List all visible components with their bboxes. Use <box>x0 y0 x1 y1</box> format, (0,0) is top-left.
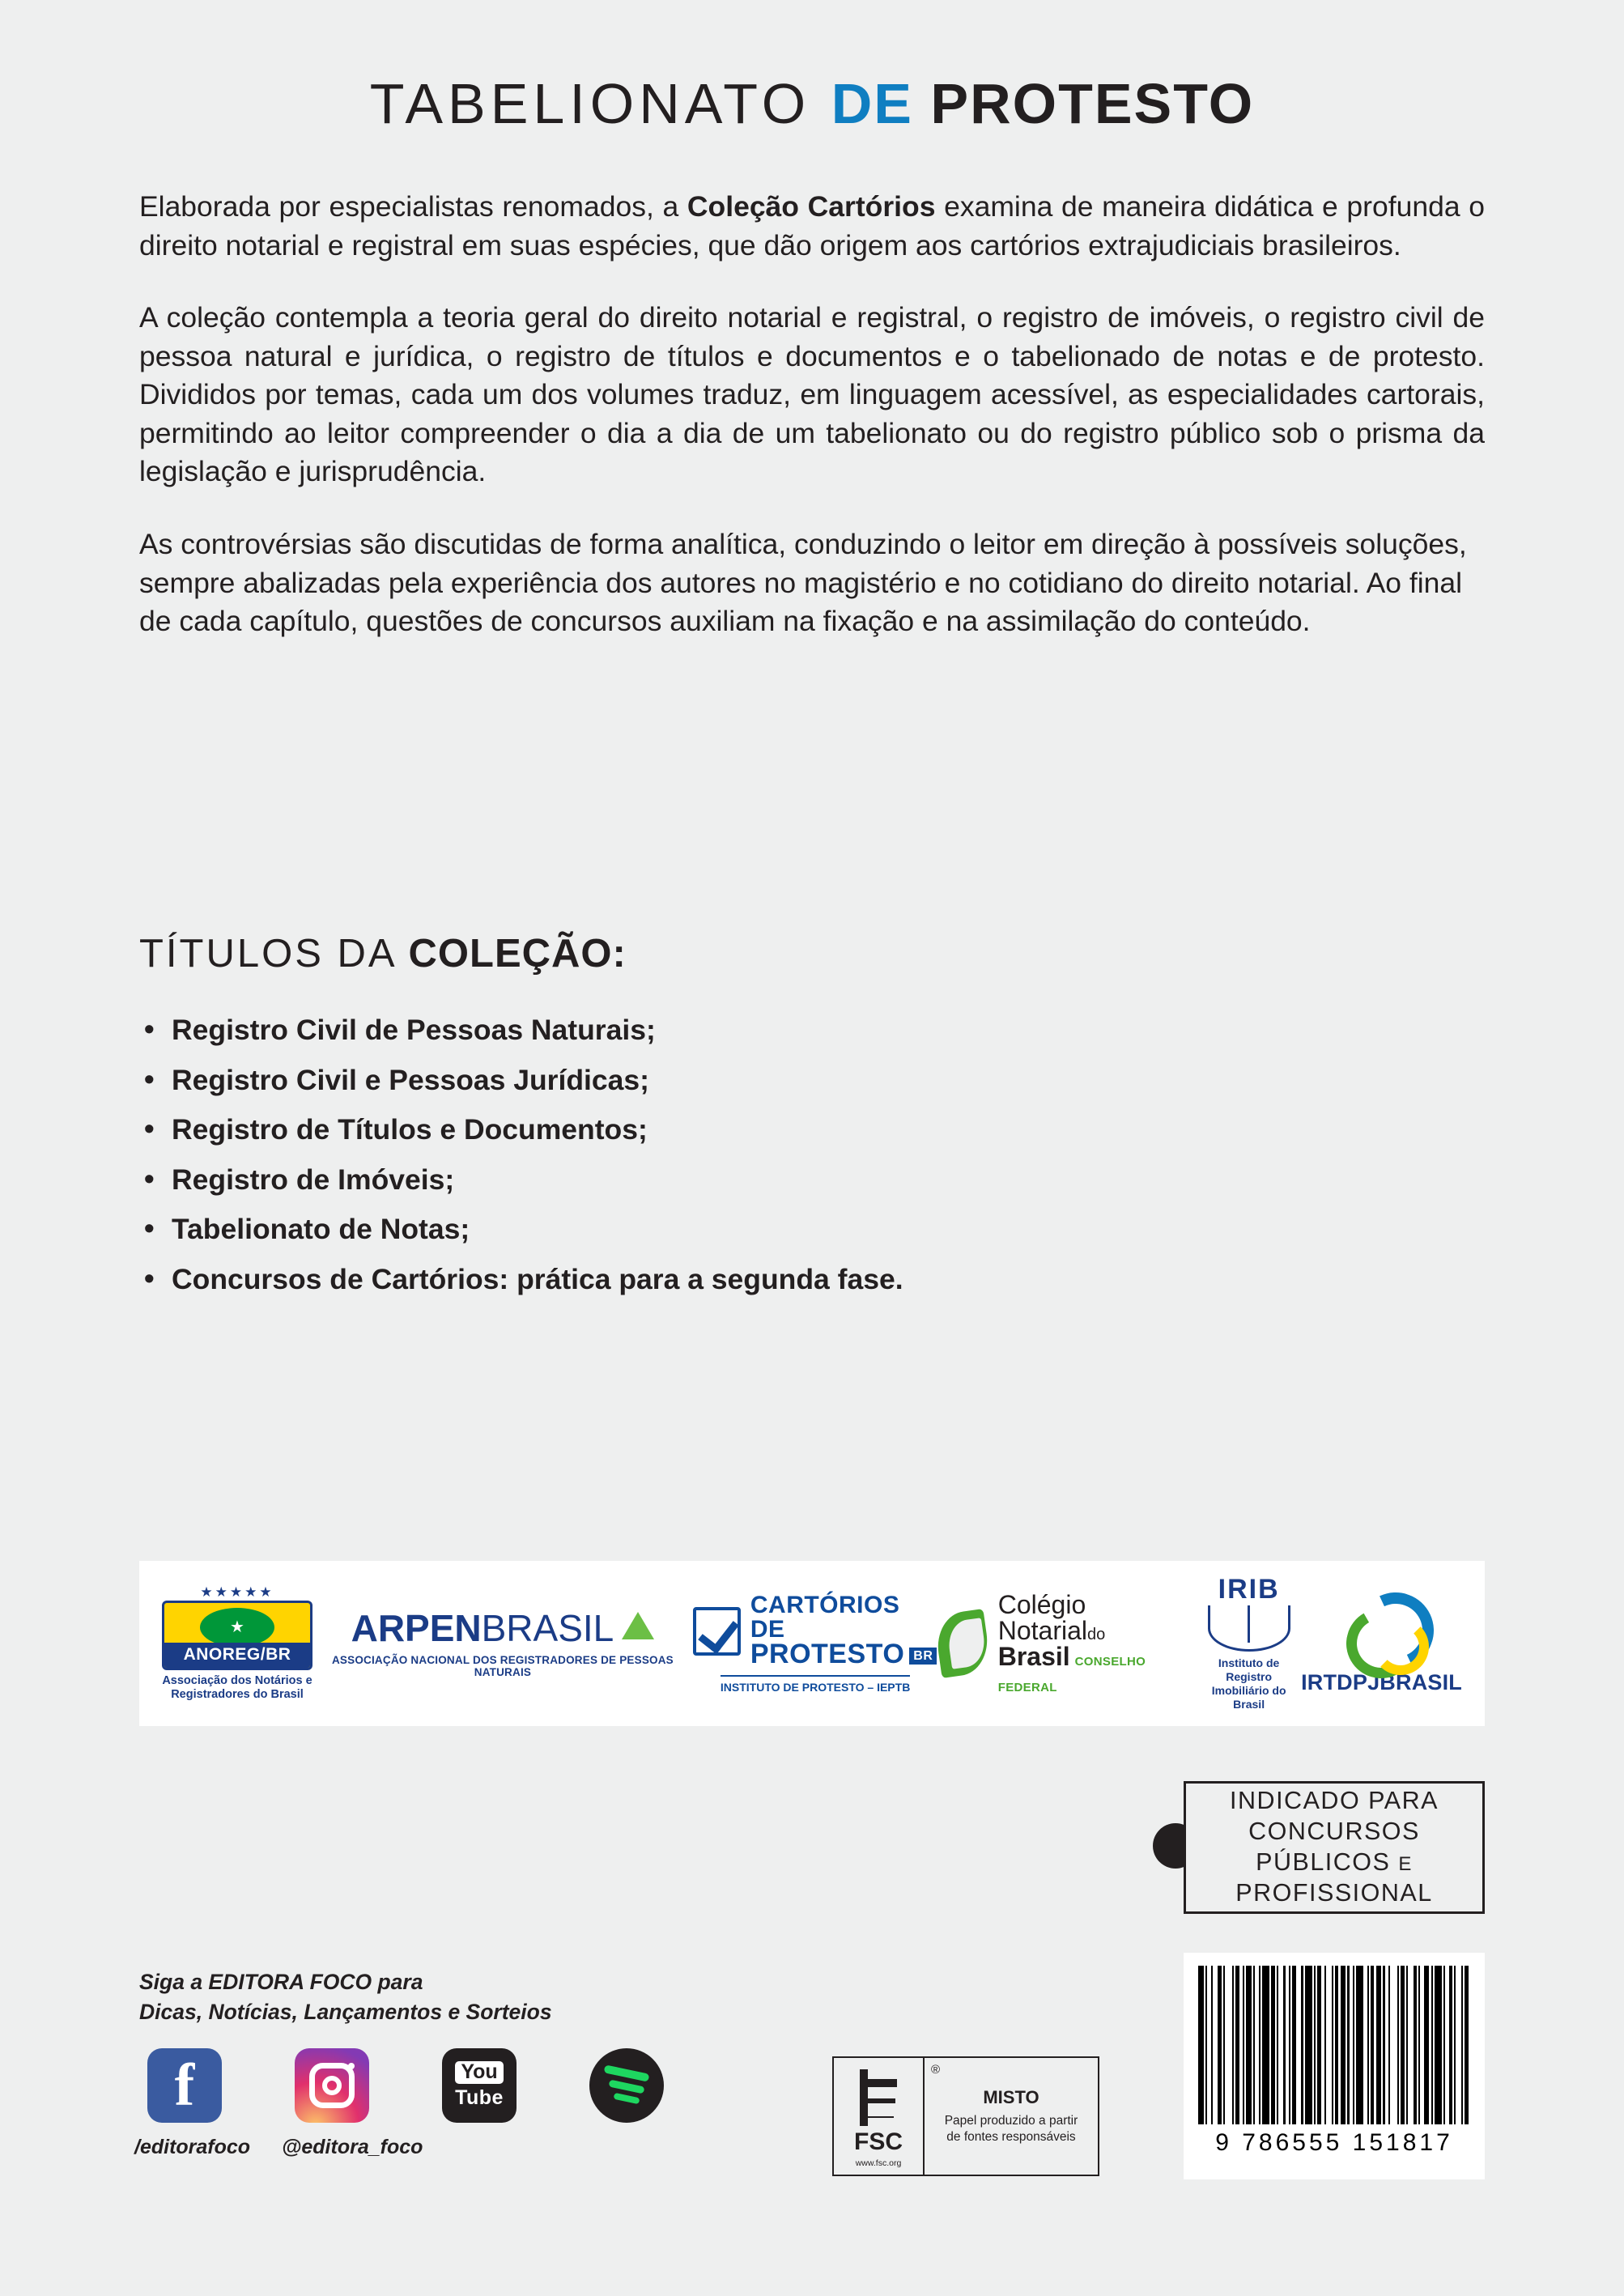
colegio-line2 <box>998 1618 1197 1643</box>
section-subtitle <box>139 931 627 976</box>
arpen-thin: BRASIL <box>481 1606 614 1649</box>
irib-subtitle-line2: Imobiliário do Brasil <box>1211 1684 1286 1711</box>
follow-us-text <box>139 1967 552 2026</box>
fsc-text <box>925 2058 1098 2175</box>
logo-colegio-notarial <box>937 1592 1197 1695</box>
arpen-bold: ARPEN <box>351 1606 482 1649</box>
irib-subtitle <box>1197 1656 1301 1711</box>
logo-cartorios-de-protesto <box>693 1593 938 1693</box>
colegio-row <box>937 1592 1197 1695</box>
paragraph-1 <box>139 188 1485 265</box>
irib-subtitle-line1: Instituto de Registro <box>1218 1656 1280 1684</box>
title-part-1: TABELIONATO <box>369 72 831 135</box>
arpen-subtitle: ASSOCIAÇÃO NACIONAL DOS REGISTRADORES DE PESSOAS NATURAIS <box>331 1653 674 1678</box>
list-item: • Concursos de Cartórios: prática para a segunda fase. <box>139 1265 1273 1295</box>
colegio-federal-label: CONSELHO FEDERAL <box>997 1655 1146 1694</box>
anoreg-stars: ★★★★★ <box>200 1584 274 1601</box>
collection-name: Coleção Cartórios <box>687 190 936 223</box>
barcode-bars <box>1198 1966 1470 2124</box>
instagram-icon[interactable] <box>295 2048 369 2123</box>
anoreg-subtitle-line2: Registradores do Brasil <box>171 1688 304 1701</box>
swirl-icon <box>1340 1592 1424 1667</box>
leaf-icon <box>937 1612 988 1675</box>
social-links <box>134 2048 677 2159</box>
youtube-tube: Tube <box>455 2086 504 2109</box>
social-link-instagram[interactable] <box>282 2048 423 2159</box>
spotify-icon[interactable] <box>589 2048 664 2123</box>
cartorios-wordmark <box>750 1593 938 1668</box>
partner-logos-strip <box>139 1561 1485 1726</box>
logo-irib <box>1197 1575 1301 1711</box>
anoreg-badge-icon <box>162 1601 312 1670</box>
list-item: • Tabelionato de Notas; <box>139 1215 1273 1244</box>
recommended-for-badge <box>1184 1781 1485 1914</box>
colegio-line1: Colégio <box>997 1590 1086 1619</box>
fsc-mark <box>834 2058 925 2175</box>
cartorios-line2-text: PROTESTO <box>750 1639 905 1670</box>
description-block <box>139 188 1485 675</box>
fsc-url: www.fsc.org <box>855 2158 902 2168</box>
cartorios-line2 <box>750 1641 938 1668</box>
anoreg-name: ANOREG/BR <box>164 1643 310 1668</box>
logo-anoreg <box>162 1585 312 1701</box>
follow-line1: Siga a EDITORA FOCO para <box>139 1970 423 1994</box>
instagram-handle: @editora_foco <box>282 2136 423 2158</box>
recommended-line1: INDICADO PARA <box>1230 1787 1439 1815</box>
checkmark-icon <box>693 1607 741 1656</box>
follow-line2: Dicas, Notícias, Lançamentos e Sorteios <box>139 1999 552 2024</box>
cartorios-line1: CARTÓRIOS DE <box>750 1592 900 1643</box>
colegio-line2-text: Notarial <box>997 1616 1087 1645</box>
youtube-icon[interactable] <box>442 2048 517 2123</box>
social-link-spotify[interactable] <box>576 2048 677 2123</box>
social-link-youtube[interactable] <box>429 2048 529 2123</box>
isbn-digits: 9 786555 151817 <box>1215 2129 1453 2156</box>
recommended-line4: PROFISSIONAL <box>1235 1878 1433 1907</box>
irib-name: IRIB <box>1218 1574 1280 1605</box>
arpen-triangle-icon <box>622 1612 654 1639</box>
fsc-description: Papel produzido a partir de fontes responsáveis <box>944 2114 1078 2144</box>
anoreg-subtitle-line1: Associação dos Notários e <box>162 1674 312 1688</box>
paragraph-1-pre: Elaborada por especialistas renomados, a <box>139 190 687 223</box>
fsc-label: FSC <box>854 2128 903 2155</box>
anoreg-subtitle <box>162 1674 312 1701</box>
subtitle-strong: COLEÇÃO: <box>408 932 627 976</box>
paragraph-3: As controvérsias são discutidas de forma analítica, conduzindo o leitor em direção à possíveis soluções, sempre abalizadas pela experiência dos autores no magistério e no cotidiano do direito notarial. Ao final de cada capítulo, questões de concursos auxiliam na fixação e na assimilação do conteúdo. <box>139 527 1467 638</box>
open-book-icon <box>1208 1605 1290 1652</box>
irtdpj-name: IRTDPJBRASIL <box>1301 1669 1462 1694</box>
logo-arpen-brasil <box>312 1606 693 1678</box>
colegio-line3 <box>998 1643 1197 1695</box>
cartorios-institute-label: INSTITUTO DE PROTESTO – IEPTB <box>721 1675 910 1694</box>
colegio-line3-text: Brasil <box>997 1642 1070 1671</box>
title-part-2: DE <box>831 72 931 135</box>
fsc-registered-symbol: ® <box>931 2063 941 2077</box>
paragraph-1-post: examina de maneira didática e profunda o direito notarial e registral em suas espécies, que dão origem aos cartórios extrajudiciais brasileiros. <box>139 190 1485 261</box>
title-part-3: PROTESTO <box>930 72 1255 135</box>
recommended-line3: PÚBLICOS E <box>1256 1848 1413 1876</box>
fsc-title: MISTO <box>983 2087 1039 2108</box>
list-item: • Registro Civil de Pessoas Naturais; <box>139 1016 1273 1045</box>
fsc-certification-badge <box>832 2056 1099 2176</box>
social-link-facebook[interactable] <box>134 2048 251 2159</box>
recommended-line2: CONCURSOS <box>1248 1818 1420 1846</box>
list-item: • Registro Civil e Pessoas Jurídicas; <box>139 1066 1273 1095</box>
page-title <box>0 71 1624 136</box>
colegio-wordmark <box>998 1592 1197 1695</box>
arpen-wordmark <box>351 1606 655 1649</box>
logo-irtdpj-brasil <box>1301 1592 1462 1695</box>
anoreg-star-icon: ★ <box>230 1618 244 1637</box>
facebook-handle: /editorafoco <box>134 2136 251 2158</box>
cartorios-row <box>693 1593 938 1668</box>
colegio-line2-small: do <box>1087 1626 1106 1643</box>
collection-titles-list <box>139 1016 1273 1315</box>
isbn-barcode <box>1184 1953 1485 2179</box>
cartorios-br-badge: BR <box>909 1648 937 1665</box>
subtitle-light: TÍTULOS DA <box>139 932 409 976</box>
youtube-you: You <box>455 2061 503 2084</box>
facebook-icon[interactable]: f <box>147 2048 222 2123</box>
paragraph-2: A coleção contempla a teoria geral do direito notarial e registral, o registro de imóveis, o registro civil de pessoa natural e jurídica, o registro de títulos e documentos e o tabelionado de notas e de protesto. Divididos por temas, cada um dos volumes traduz, em linguagem acessível, as especialidades cartorais, permitindo ao leitor compreender o dia a dia de um tabelionato ou do registro público sob o prisma da legislação e jurisprudência. <box>139 301 1485 488</box>
list-item: • Registro de Títulos e Documentos; <box>139 1116 1273 1145</box>
list-item: • Registro de Imóveis; <box>139 1166 1273 1195</box>
